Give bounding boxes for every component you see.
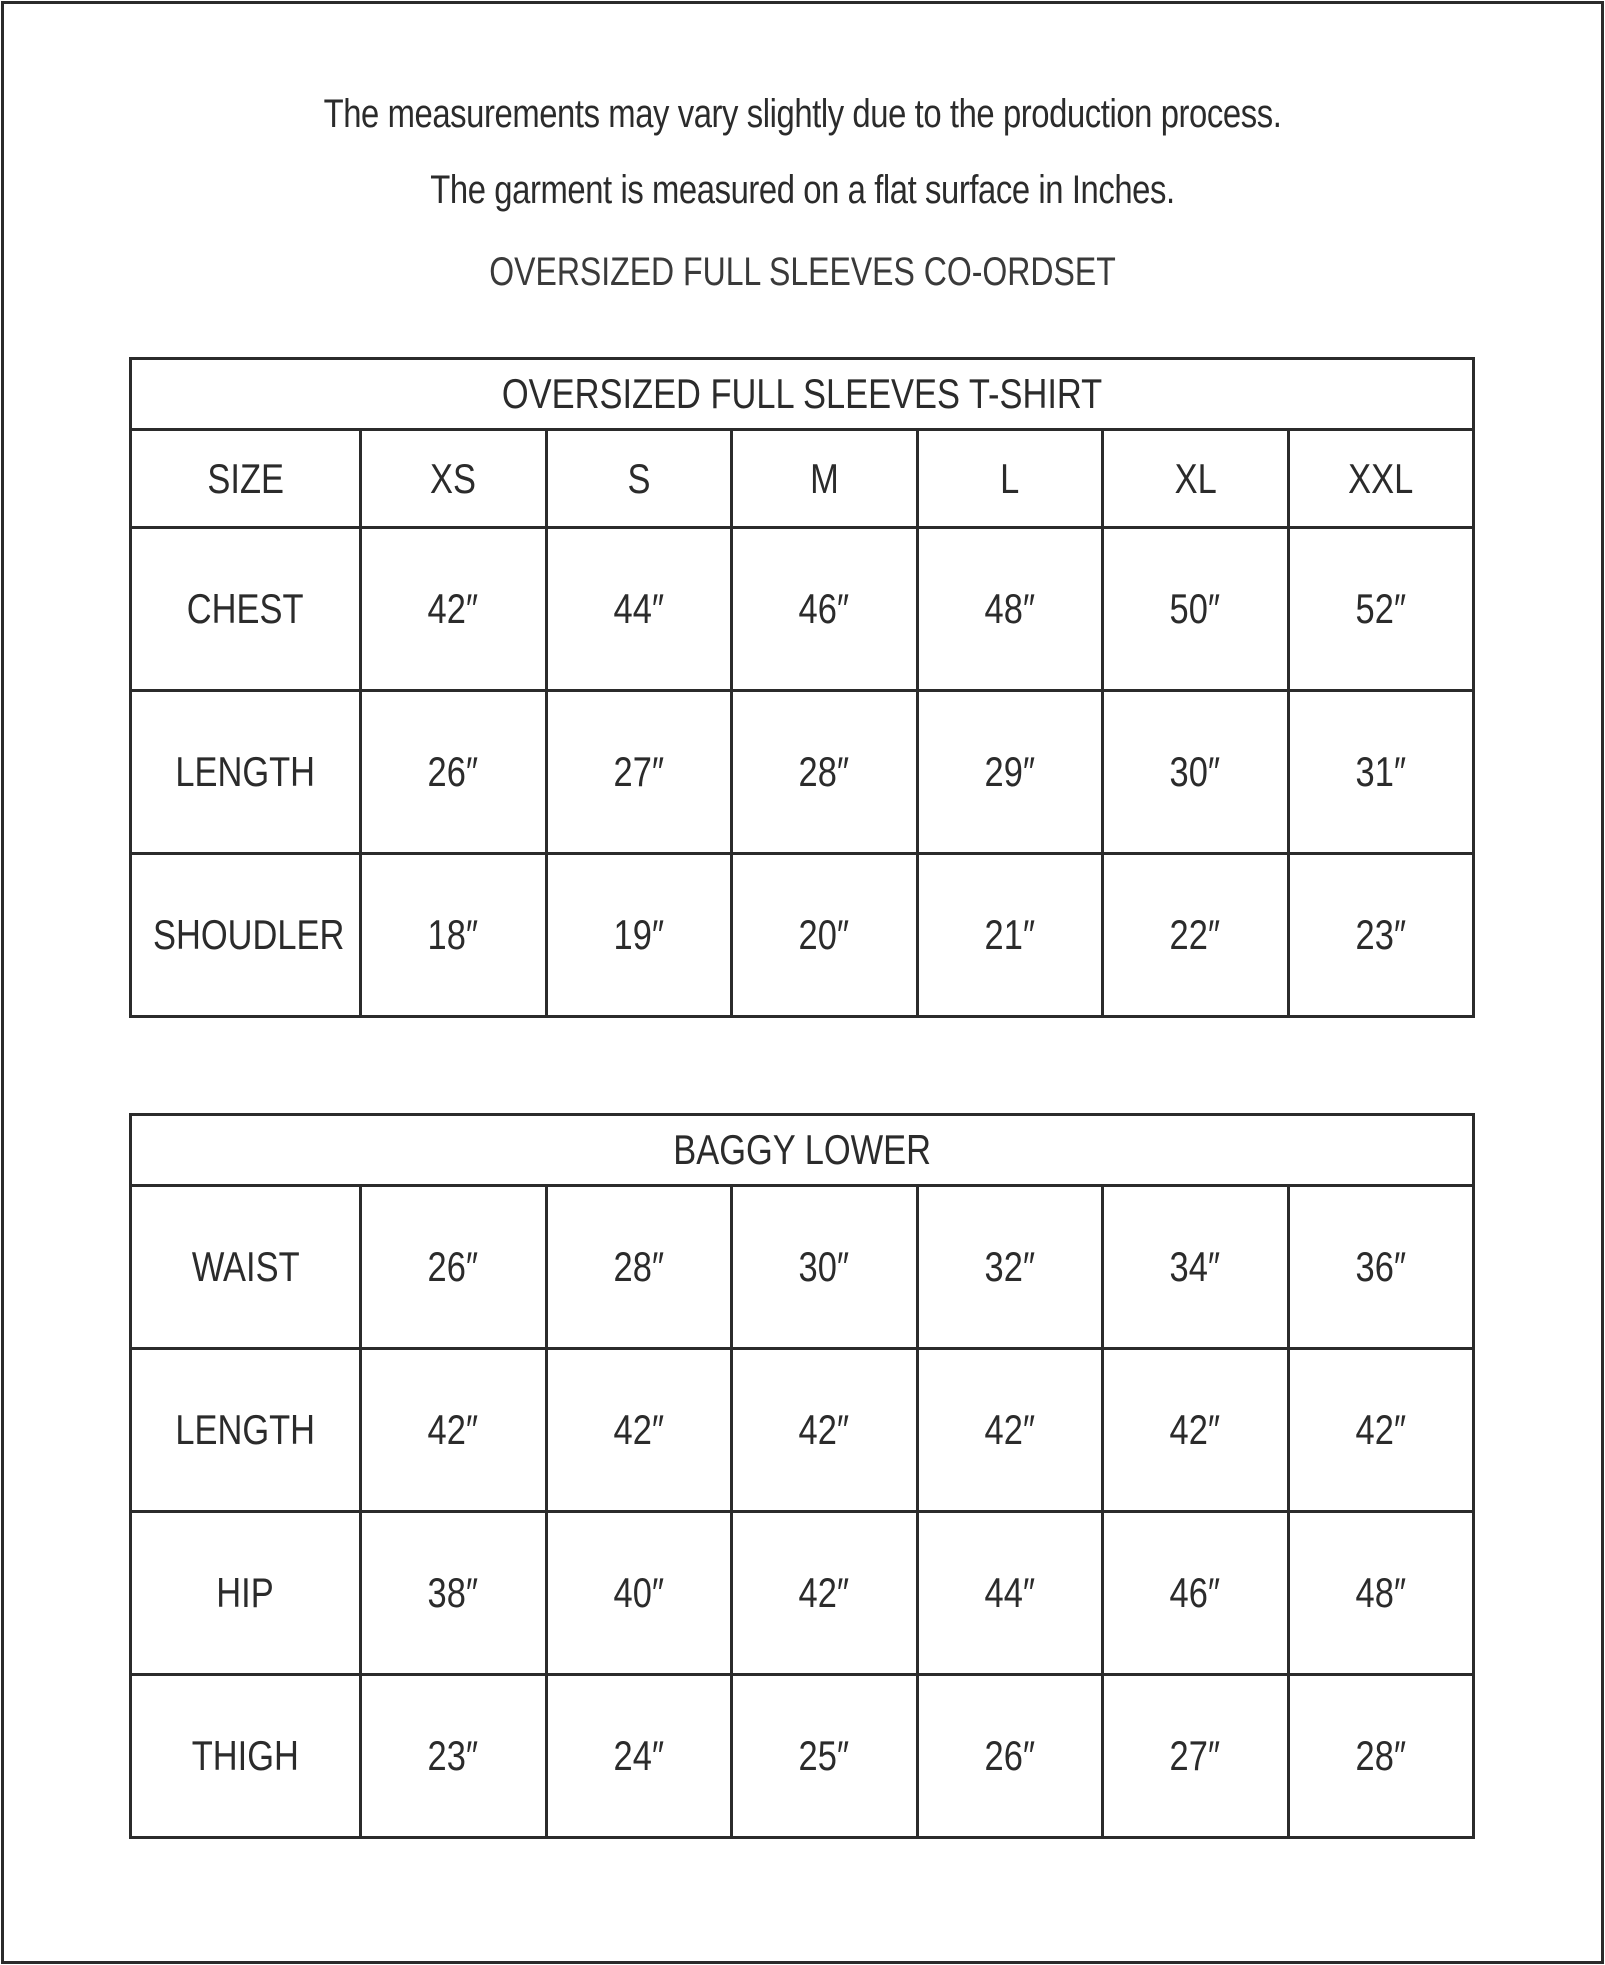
row-label-cell <box>131 1512 361 1675</box>
row-label: LENGTH <box>175 748 316 795</box>
cell-value: 42″ <box>613 1406 665 1453</box>
table-cell <box>546 1675 732 1838</box>
table-cell <box>546 1512 732 1675</box>
table-cell <box>917 528 1103 691</box>
row-label: WAIST <box>191 1243 300 1290</box>
table-row <box>131 528 1474 691</box>
table-cell <box>917 1512 1103 1675</box>
row-label-cell <box>131 528 361 691</box>
cell-value: 29″ <box>984 748 1036 795</box>
table-cell <box>1288 1675 1474 1838</box>
cell-value: 44″ <box>613 585 665 632</box>
table-row <box>131 691 1474 854</box>
cell-value: 42″ <box>427 585 479 632</box>
table-cell <box>361 854 547 1017</box>
cell-value: XXL <box>1348 454 1414 502</box>
row-label-cell <box>131 430 361 528</box>
row-label: SIZE <box>207 454 284 502</box>
row-label: LENGTH <box>175 1406 316 1453</box>
cell-value: 42″ <box>1169 1406 1221 1453</box>
table-row <box>131 1675 1474 1838</box>
table-cell <box>546 528 732 691</box>
table-cell <box>1103 430 1289 528</box>
table-cell <box>361 1512 547 1675</box>
table-cell <box>732 854 918 1017</box>
row-label-cell <box>131 1675 361 1838</box>
table-cell <box>546 691 732 854</box>
table-cell <box>917 430 1103 528</box>
cell-value: 42″ <box>798 1569 850 1616</box>
cell-value: 26″ <box>984 1732 1036 1779</box>
row-label: SHOUDLER <box>153 911 345 958</box>
cell-value: 48″ <box>984 585 1036 632</box>
lower-table-title: BAGGY LOWER <box>673 1126 931 1173</box>
cell-value: L <box>1000 454 1020 502</box>
table-cell <box>917 1186 1103 1349</box>
table-header-row <box>131 430 1474 528</box>
cell-value: 28″ <box>613 1243 665 1290</box>
cell-value: S <box>627 454 651 502</box>
cell-value: 28″ <box>798 748 850 795</box>
table-cell <box>732 1349 918 1512</box>
table-cell <box>1288 1186 1474 1349</box>
table-cell <box>361 1186 547 1349</box>
table-cell <box>546 1186 732 1349</box>
table-cell <box>1288 1512 1474 1675</box>
cell-value: 32″ <box>984 1243 1036 1290</box>
cell-value: 21″ <box>984 911 1036 958</box>
cell-value: 26″ <box>427 1243 479 1290</box>
table-cell <box>1103 1349 1289 1512</box>
table-cell <box>1288 691 1474 854</box>
table-cell <box>732 691 918 854</box>
table-cell <box>1103 1675 1289 1838</box>
table-cell <box>1288 528 1474 691</box>
cell-value: 42″ <box>1355 1406 1407 1453</box>
cell-value: 34″ <box>1169 1243 1221 1290</box>
cell-value: 46″ <box>1169 1569 1221 1616</box>
row-label-cell <box>131 854 361 1017</box>
row-label: THIGH <box>191 1732 300 1779</box>
table-cell <box>732 528 918 691</box>
cell-value: 23″ <box>1355 911 1407 958</box>
table-cell <box>1103 691 1289 854</box>
cell-value: 27″ <box>613 748 665 795</box>
cell-value: 52″ <box>1355 585 1407 632</box>
cell-value: 28″ <box>1355 1732 1407 1779</box>
table-cell <box>1103 1186 1289 1349</box>
table-cell <box>1288 430 1474 528</box>
row-label: CHEST <box>187 585 304 632</box>
table-cell <box>732 1512 918 1675</box>
table-cell <box>732 1186 918 1349</box>
tshirt-table-title: OVERSIZED FULL SLEEVES T-SHIRT <box>501 370 1103 417</box>
cell-value: 30″ <box>798 1243 850 1290</box>
cell-value: 50″ <box>1169 585 1221 632</box>
table-row <box>131 1512 1474 1675</box>
cell-value: 42″ <box>798 1406 850 1453</box>
cell-value: XS <box>430 454 477 502</box>
cell-value: XL <box>1174 454 1217 502</box>
table-cell <box>546 854 732 1017</box>
table-cell <box>361 691 547 854</box>
cell-value: 20″ <box>798 911 850 958</box>
table-row <box>131 1349 1474 1512</box>
measurement-note: The measurements may vary slightly due to the production process. <box>323 92 1282 136</box>
table-cell <box>1103 854 1289 1017</box>
row-label: HIP <box>216 1569 275 1616</box>
table-cell <box>361 430 547 528</box>
row-label-cell <box>131 691 361 854</box>
table-title-row <box>131 1115 1474 1186</box>
cell-value: M <box>809 454 839 502</box>
table-cell <box>732 1675 918 1838</box>
cell-value: 26″ <box>427 748 479 795</box>
table-cell <box>361 1675 547 1838</box>
cell-value: 42″ <box>984 1406 1036 1453</box>
row-label-cell <box>131 1186 361 1349</box>
cell-value: 18″ <box>427 911 479 958</box>
cell-value: 46″ <box>798 585 850 632</box>
cell-value: 27″ <box>1169 1732 1221 1779</box>
cell-value: 48″ <box>1355 1569 1407 1616</box>
table-cell <box>1103 528 1289 691</box>
table-cell <box>917 691 1103 854</box>
table-cell <box>732 430 918 528</box>
cell-value: 23″ <box>427 1732 479 1779</box>
table-cell <box>361 1349 547 1512</box>
table-cell <box>917 854 1103 1017</box>
cell-value: 30″ <box>1169 748 1221 795</box>
table-cell <box>1288 1349 1474 1512</box>
unit-note: The garment is measured on a flat surface in Inches. <box>430 168 1175 212</box>
lower-size-table <box>129 1113 1475 1839</box>
table-cell <box>917 1675 1103 1838</box>
cell-value: 19″ <box>613 911 665 958</box>
table-cell <box>361 528 547 691</box>
cell-value: 44″ <box>984 1569 1036 1616</box>
table-title-row <box>131 359 1474 430</box>
table-row <box>131 854 1474 1017</box>
cell-value: 40″ <box>613 1569 665 1616</box>
product-subtitle: OVERSIZED FULL SLEEVES CO-ORDSET <box>489 250 1116 294</box>
cell-value: 42″ <box>427 1406 479 1453</box>
cell-value: 22″ <box>1169 911 1221 958</box>
table-cell <box>1288 854 1474 1017</box>
table-cell <box>917 1349 1103 1512</box>
table-cell <box>1103 1512 1289 1675</box>
row-label-cell <box>131 1349 361 1512</box>
cell-value: 31″ <box>1355 748 1407 795</box>
tshirt-size-table <box>129 357 1475 1018</box>
table-cell <box>546 430 732 528</box>
cell-value: 36″ <box>1355 1243 1407 1290</box>
cell-value: 24″ <box>613 1732 665 1779</box>
cell-value: 38″ <box>427 1569 479 1616</box>
cell-value: 25″ <box>798 1732 850 1779</box>
table-cell <box>546 1349 732 1512</box>
table-row <box>131 1186 1474 1349</box>
